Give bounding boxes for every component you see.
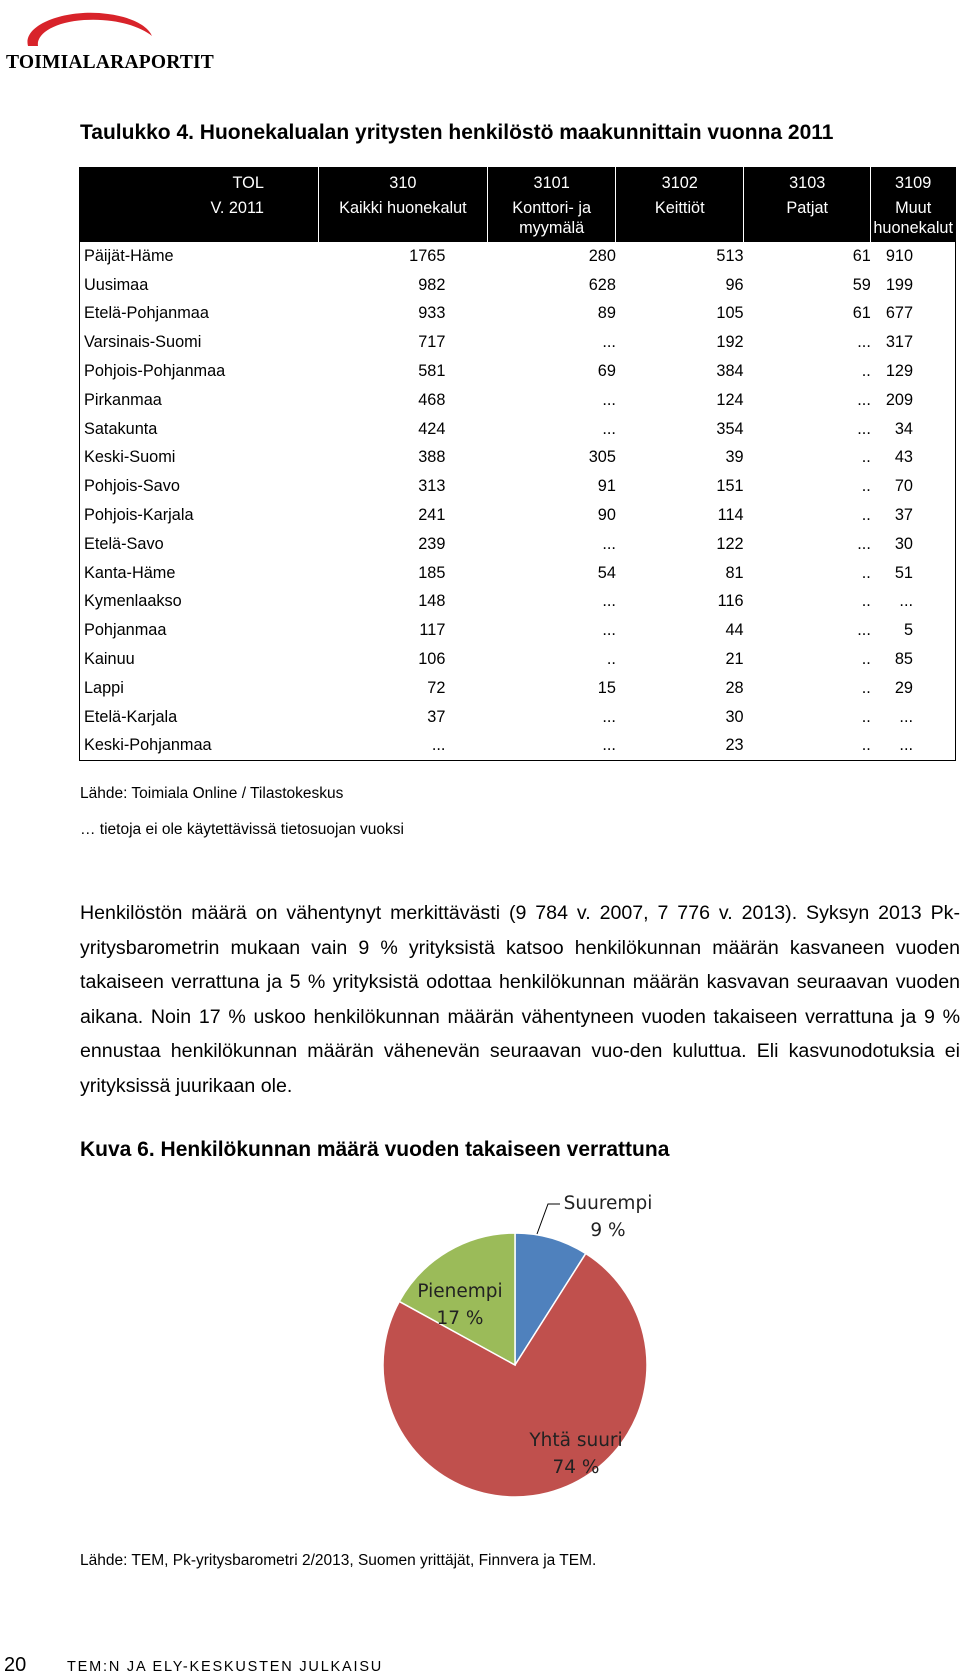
figure-source: Lähde: TEM, Pk-yritysbarometri 2/2013, Suomen yrittäjät, Finnvera ja TEM.: [80, 1552, 597, 1569]
value-cell: 677: [885, 304, 913, 323]
header-cell: 310: [318, 168, 487, 198]
value-cell: 317: [885, 333, 913, 352]
logo-text: TOIMIALARAPORTIT: [6, 52, 215, 73]
header-cell: Konttori- ja myymälä: [487, 197, 616, 242]
header-cell: Patjat: [744, 197, 871, 242]
value-cell: 313: [418, 477, 446, 496]
pie-chart-svg: [370, 1190, 770, 1550]
value-cell: 424: [418, 419, 446, 438]
value-cell: 910: [885, 246, 913, 265]
body-paragraph: Henkilöstön määrä on vähentynyt merkittävästi (9 784 v. 2007, 7 776 v. 2013). Syksyn 2013 Pk-yritysbarometrin mukaan vain 9 % yrityksistä katsoo henkilökunnan määrän kasvaneen vuoden takaiseen verrattuna ja 5 % yrityksistä odottaa henkilökunnan määrän kasvavan seuraavan vuoden aikana. Noin 17 % uskoo henkilökunnan määrän vähentyneen vuoden takaiseen verrattuna ja 9 % ennustaa henkilökunnan määrän vähenevän seuraavan vuo-den kuluttua. Eli kasvunodotuksia ei yrityksissä juurikaan ole.: [80, 902, 960, 1097]
value-cell: ...: [602, 390, 616, 409]
logo-swoosh-icon: [6, 6, 166, 54]
value-cell: ...: [899, 707, 913, 726]
table-row: [80, 415, 956, 444]
value-cell: 239: [418, 534, 446, 553]
table-row: [80, 444, 956, 473]
region-name-cell: Etelä-Savo: [84, 534, 164, 553]
value-cell: ..: [861, 563, 871, 582]
header-cell: 3101: [487, 168, 616, 198]
value-cell: ...: [857, 534, 871, 553]
region-name-cell: Lappi: [84, 678, 124, 697]
value-cell: 982: [418, 275, 446, 294]
value-cell: 185: [418, 563, 446, 582]
value-cell: ..: [861, 678, 871, 697]
value-cell: 15: [597, 678, 616, 697]
region-name-cell: Pirkanmaa: [84, 390, 162, 409]
value-cell: 28: [725, 678, 744, 697]
value-cell: 513: [716, 246, 744, 265]
table-row: [80, 386, 956, 415]
region-name-cell: Etelä-Karjala: [84, 707, 178, 726]
value-cell: 116: [717, 592, 744, 611]
value-cell: ...: [857, 621, 871, 640]
value-cell: ...: [857, 390, 871, 409]
value-cell: 72: [427, 678, 446, 697]
value-cell: ...: [857, 419, 871, 438]
region-name-cell: Kymenlaakso: [84, 592, 182, 611]
region-name-cell: Pohjois-Pohjanmaa: [84, 362, 226, 381]
value-cell: 305: [588, 448, 616, 467]
value-cell: ...: [431, 736, 446, 755]
value-cell: 69: [597, 362, 616, 381]
value-cell: 1765: [409, 246, 446, 265]
value-cell: 70: [894, 477, 913, 496]
value-cell: 148: [418, 592, 446, 611]
region-name-cell: Kainuu: [84, 650, 135, 669]
value-cell: ...: [602, 419, 616, 438]
header-cell: Kaikki huonekalut: [318, 197, 487, 242]
value-cell: ...: [899, 592, 913, 611]
region-name-cell: Varsinais-Suomi: [84, 333, 202, 352]
toimialaraportit-logo: [6, 6, 215, 73]
value-cell: ..: [861, 448, 871, 467]
value-cell: 30: [725, 707, 744, 726]
table-row: [80, 703, 956, 732]
value-cell: 61: [852, 304, 871, 323]
value-cell: ..: [861, 650, 871, 669]
page-number: 20: [4, 1654, 27, 1676]
header-cell: 3102: [616, 168, 744, 198]
value-cell: 354: [716, 419, 744, 438]
value-cell: ...: [899, 736, 913, 755]
region-name-cell: Päijät-Häme: [84, 246, 174, 265]
value-cell: 124: [716, 390, 744, 409]
table-row: [80, 645, 956, 674]
table-header-row-codes: [80, 168, 956, 198]
value-cell: 122: [716, 534, 744, 553]
header-cell: 3109: [871, 168, 956, 198]
value-cell: ..: [861, 506, 871, 525]
region-name-cell: Etelä-Pohjanmaa: [84, 304, 209, 323]
value-cell: 90: [597, 506, 616, 525]
region-name-cell: Satakunta: [84, 419, 158, 438]
value-cell: ..: [861, 477, 871, 496]
value-cell: 85: [894, 650, 913, 669]
table-row: [80, 472, 956, 501]
table-row: [80, 588, 956, 617]
value-cell: ..: [861, 736, 871, 755]
table-note: … tietoja ei ole käytettävissä tietosuojan vuoksi: [80, 821, 404, 838]
pie-label-pienempi: [400, 1278, 520, 1332]
table-title: Taulukko 4. Huonekalualan yritysten henkilöstö maakunnittain vuonna 2011: [80, 121, 834, 144]
header-cell: Keittiöt: [616, 197, 744, 242]
slice-value: 74 %: [552, 1457, 600, 1478]
value-cell: ..: [861, 362, 871, 381]
table-row: [80, 357, 956, 386]
region-name-cell: Keski-Pohjanmaa: [84, 736, 212, 755]
value-cell: ...: [602, 534, 616, 553]
table-row: [80, 300, 956, 329]
value-cell: 30: [894, 534, 913, 553]
value-cell: 34: [894, 419, 913, 438]
table-row: [80, 530, 956, 559]
value-cell: 61: [852, 246, 871, 265]
value-cell: 280: [588, 246, 616, 265]
value-cell: 54: [597, 563, 616, 582]
header-cell: TOL: [80, 168, 319, 198]
value-cell: 106: [418, 650, 446, 669]
figure-title: Kuva 6. Henkilökunnan määrä vuoden takaiseen verrattuna: [80, 1138, 670, 1161]
value-cell: ...: [602, 707, 616, 726]
value-cell: 44: [725, 621, 744, 640]
slice-value: 9 %: [590, 1220, 626, 1241]
region-name-cell: Kanta-Häme: [84, 563, 176, 582]
region-name-cell: Pohjanmaa: [84, 621, 167, 640]
value-cell: 37: [427, 707, 446, 726]
region-name-cell: Keski-Suomi: [84, 448, 176, 467]
value-cell: 39: [725, 448, 744, 467]
table-header-row-names: [80, 197, 956, 242]
value-cell: 209: [885, 390, 913, 409]
slice-name: Pienempi: [417, 1281, 503, 1302]
value-cell: 384: [716, 362, 744, 381]
value-cell: 628: [588, 275, 616, 294]
value-cell: ..: [606, 650, 616, 669]
value-cell: 81: [725, 563, 744, 582]
table-row: [80, 501, 956, 530]
value-cell: 717: [418, 333, 446, 352]
table-body: [80, 242, 956, 761]
value-cell: 468: [418, 390, 446, 409]
value-cell: ...: [602, 333, 616, 352]
value-cell: 51: [894, 563, 913, 582]
value-cell: 59: [852, 275, 871, 294]
region-name-cell: Pohjois-Karjala: [84, 506, 194, 525]
value-cell: 96: [725, 275, 744, 294]
table-row: [80, 674, 956, 703]
table-row: [80, 242, 956, 271]
footer-publication: TEM:N JA ELY-KESKUSTEN JULKAISU: [67, 1659, 384, 1675]
value-cell: 388: [418, 448, 446, 467]
slice-name: Yhtä suuri: [529, 1430, 623, 1451]
table-row: [80, 559, 956, 588]
value-cell: 117: [419, 621, 446, 640]
region-name-cell: Uusimaa: [84, 275, 149, 294]
value-cell: 105: [716, 304, 744, 323]
value-cell: 21: [725, 650, 744, 669]
slice-name: Suurempi: [563, 1193, 653, 1214]
header-cell: V. 2011: [80, 197, 319, 242]
value-cell: ..: [861, 592, 871, 611]
table-source: Lähde: Toimiala Online / Tilastokeskus: [80, 785, 344, 802]
value-cell: 23: [725, 736, 744, 755]
value-cell: 129: [885, 362, 913, 381]
value-cell: 89: [597, 304, 616, 323]
value-cell: 933: [418, 304, 446, 323]
value-cell: 91: [597, 477, 616, 496]
value-cell: 29: [894, 678, 913, 697]
value-cell: 581: [418, 362, 446, 381]
value-cell: ...: [602, 592, 616, 611]
value-cell: ...: [602, 621, 616, 640]
value-cell: 241: [418, 506, 446, 525]
value-cell: 5: [903, 621, 913, 640]
table-row: [80, 328, 956, 357]
employment-by-region-table: [79, 167, 956, 761]
pie-chart: [370, 1190, 770, 1550]
table-row: [80, 271, 956, 300]
value-cell: ...: [857, 333, 871, 352]
value-cell: ...: [602, 736, 616, 755]
pie-label-yhta-suuri: [506, 1427, 646, 1481]
slice-value: 17 %: [436, 1308, 484, 1329]
value-cell: 151: [716, 477, 744, 496]
header-cell: 3103: [744, 168, 871, 198]
value-cell: 37: [894, 506, 913, 525]
value-cell: 43: [894, 448, 913, 467]
header-cell: Muut huonekalut: [871, 197, 956, 242]
pie-label-suurempi: [548, 1190, 668, 1244]
table-row: [80, 616, 956, 645]
value-cell: 114: [717, 506, 744, 525]
value-cell: 199: [885, 275, 913, 294]
value-cell: 192: [716, 333, 744, 352]
value-cell: ..: [861, 707, 871, 726]
table-row: [80, 732, 956, 761]
region-name-cell: Pohjois-Savo: [84, 477, 180, 496]
